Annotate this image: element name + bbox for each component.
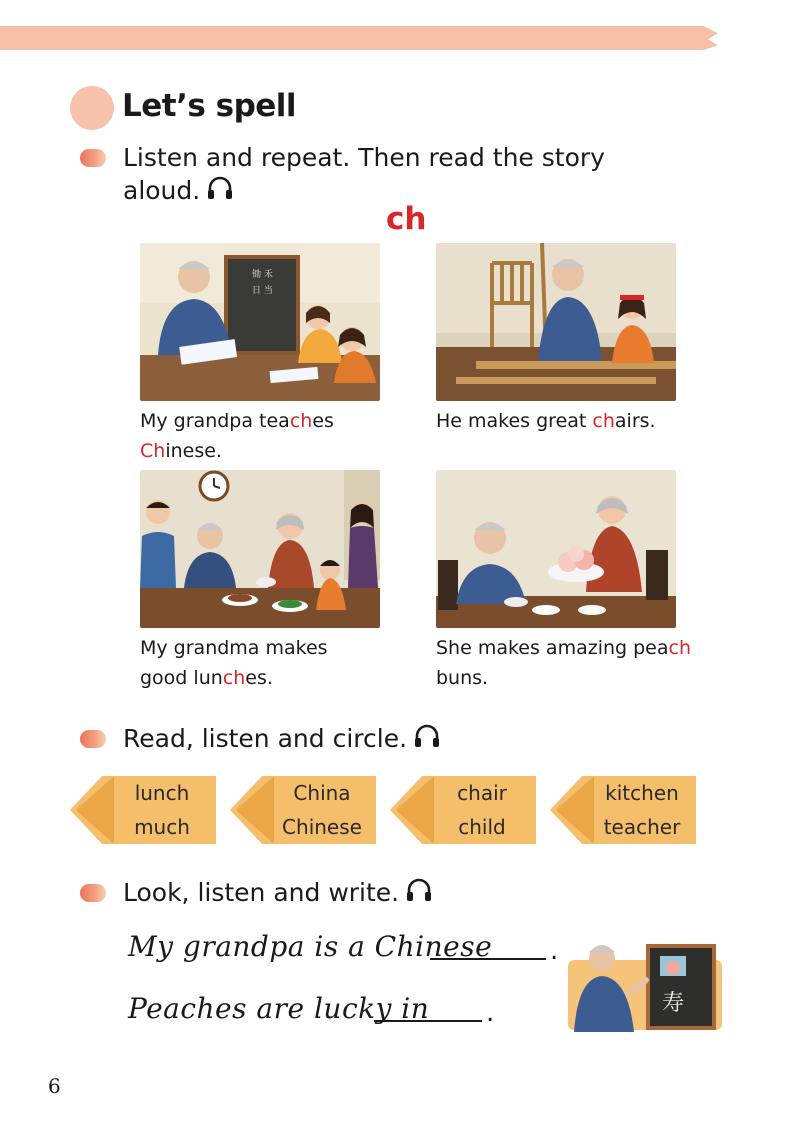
caption-1-text-c: inese. xyxy=(165,440,222,462)
word-option[interactable]: China xyxy=(293,781,351,805)
top-decorative-band xyxy=(0,26,718,50)
word-tag-1 xyxy=(70,776,216,844)
instruction-story-line2-text: aloud. xyxy=(123,176,201,205)
word-tag-2 xyxy=(230,776,376,844)
instruction-write-text: Look, listen and write. xyxy=(123,878,400,907)
instruction-story-line2 xyxy=(123,174,605,209)
instruction-circle-text: Read, listen and circle. xyxy=(123,724,408,753)
writing-sentence-2: Peaches are lucky in xyxy=(128,992,430,1025)
caption-4-highlight: ch xyxy=(668,637,692,659)
writing-sentence-1: My grandpa is a Chinese xyxy=(128,930,493,963)
story-caption-3 xyxy=(140,633,410,693)
story-caption-2 xyxy=(436,406,706,436)
story-picture-4 xyxy=(436,470,676,628)
story-picture-2 xyxy=(436,243,676,401)
word-option[interactable]: kitchen xyxy=(605,781,679,805)
caption-3-text-a: My grandma makes xyxy=(140,637,328,659)
caption-1-highlight: ch xyxy=(289,410,313,432)
caption-4-text-b: buns. xyxy=(436,667,489,689)
svg-text:锄 禾: 锄 禾 xyxy=(252,270,273,280)
caption-4-text-a: She makes amazing pea xyxy=(436,637,669,659)
caption-1-text-a: My grandpa tea xyxy=(140,410,290,432)
word-option[interactable]: child xyxy=(458,815,506,839)
headphones-icon[interactable] xyxy=(206,175,234,209)
bullet-dot-icon xyxy=(80,149,106,167)
answer-blank-2[interactable] xyxy=(374,1020,482,1022)
sentence-1-end-mark: . xyxy=(550,936,559,966)
word-option[interactable]: much xyxy=(134,815,190,839)
story-picture-1 xyxy=(140,243,380,401)
target-sound: ch xyxy=(386,201,427,237)
instruction-write xyxy=(123,876,433,911)
bullet-dot-icon xyxy=(80,884,106,902)
sentence-2-end-mark: . xyxy=(486,998,495,1028)
bullet-dot-icon xyxy=(80,730,106,748)
board-character: 寿 xyxy=(662,991,685,1016)
caption-2-text-b: airs. xyxy=(614,410,656,432)
word-option[interactable]: lunch xyxy=(134,781,190,805)
instruction-circle xyxy=(123,722,441,757)
word-option[interactable]: chair xyxy=(457,781,507,805)
word-tag-4 xyxy=(550,776,696,844)
caption-3-text-c: es. xyxy=(245,667,273,689)
caption-3-text-b: good lun xyxy=(140,667,223,689)
answer-blank-1[interactable] xyxy=(430,958,546,960)
word-option[interactable]: teacher xyxy=(603,815,681,839)
headphones-icon[interactable] xyxy=(413,723,441,757)
headphones-icon[interactable] xyxy=(405,877,433,911)
svg-text:日 当: 日 当 xyxy=(252,286,273,296)
story-picture-3 xyxy=(140,470,380,628)
instruction-story xyxy=(123,141,605,209)
grandpa-board-picture xyxy=(566,938,724,1032)
section-title: Let’s spell xyxy=(122,88,297,124)
caption-2-highlight: ch xyxy=(592,410,615,432)
word-tag-3 xyxy=(390,776,536,844)
section-dot-icon xyxy=(70,86,114,130)
caption-1-highlight-2: Ch xyxy=(140,440,166,462)
caption-1-text-b: es xyxy=(312,410,334,432)
instruction-story-line1: Listen and repeat. Then read the story xyxy=(123,143,605,172)
caption-3-highlight: ch xyxy=(222,667,246,689)
word-option[interactable]: Chinese xyxy=(282,815,362,839)
page-number: 6 xyxy=(48,1074,61,1098)
caption-2-text-a: He makes great xyxy=(436,410,593,432)
story-caption-4 xyxy=(436,633,706,693)
story-caption-1 xyxy=(140,406,410,466)
